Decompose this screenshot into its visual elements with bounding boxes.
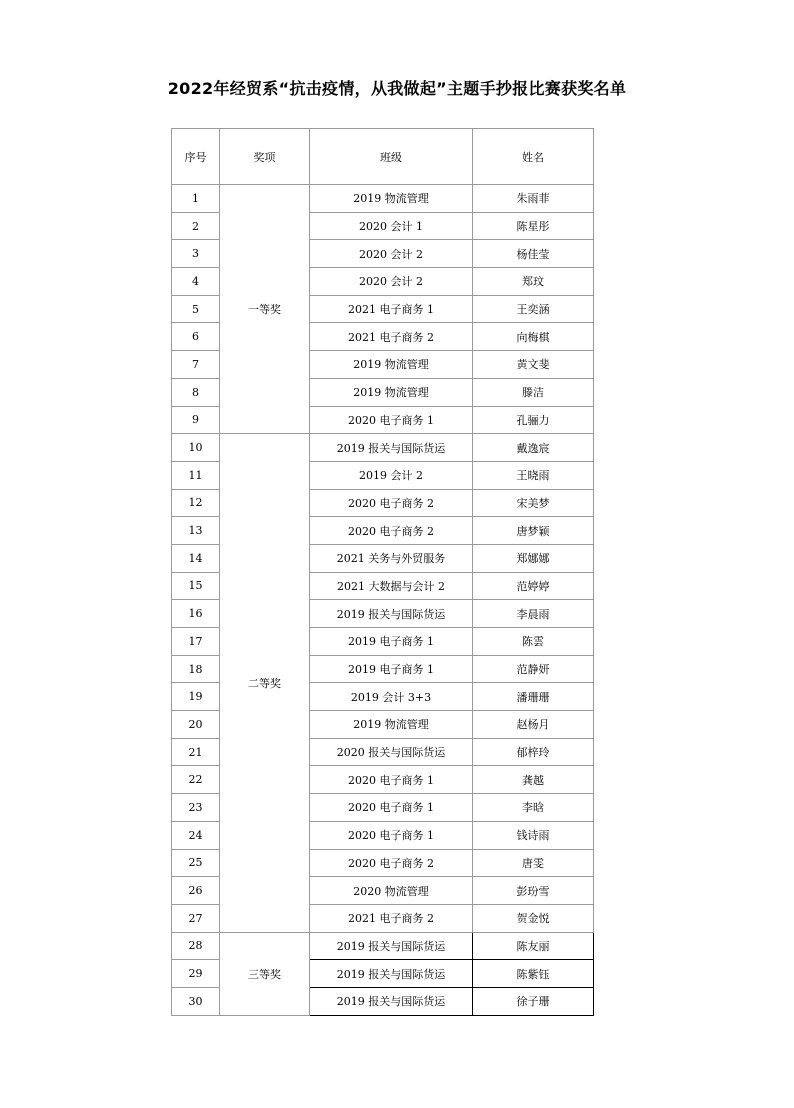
row-number: 8: [172, 378, 220, 406]
row-number: 21: [172, 738, 220, 766]
row-number: 9: [172, 406, 220, 434]
name-cell: 李晗: [473, 794, 594, 822]
row-number: 13: [172, 517, 220, 545]
row-number: 24: [172, 821, 220, 849]
class-cell: 2020 电子商务 2: [310, 849, 473, 877]
header-class: 班级: [310, 129, 473, 185]
name-cell: 滕洁: [473, 378, 594, 406]
name-cell: 宋美梦: [473, 489, 594, 517]
class-cell: 2020 电子商务 2: [310, 517, 473, 545]
award-table-body: [172, 185, 594, 1016]
class-cell: 2020 电子商务 1: [310, 406, 473, 434]
name-cell: 唐梦颖: [473, 517, 594, 545]
name-cell: 龚越: [473, 766, 594, 794]
name-cell: 钱诗雨: [473, 821, 594, 849]
class-cell: 2019 报关与国际货运: [310, 987, 473, 1015]
row-number: 10: [172, 434, 220, 462]
row-number: 12: [172, 489, 220, 517]
row-number: 22: [172, 766, 220, 794]
row-number: 19: [172, 683, 220, 711]
row-number: 17: [172, 628, 220, 656]
class-cell: 2019 报关与国际货运: [310, 434, 473, 462]
name-cell: 孔骊力: [473, 406, 594, 434]
name-cell: 徐子珊: [473, 987, 594, 1015]
name-cell: 陈星彤: [473, 212, 594, 240]
class-cell: 2019 报关与国际货运: [310, 932, 473, 960]
row-number: 2: [172, 212, 220, 240]
class-cell: 2020 电子商务 1: [310, 794, 473, 822]
row-number: 15: [172, 572, 220, 600]
class-cell: 2019 会计 3+3: [310, 683, 473, 711]
row-number: 5: [172, 295, 220, 323]
row-number: 4: [172, 268, 220, 296]
name-cell: 杨佳莹: [473, 240, 594, 268]
name-cell: 郑娜娜: [473, 544, 594, 572]
class-cell: 2019 报关与国际货运: [310, 600, 473, 628]
header-name: 姓名: [473, 129, 594, 185]
class-cell: 2020 电子商务 2: [310, 489, 473, 517]
class-cell: 2019 物流管理: [310, 351, 473, 379]
class-cell: 2020 物流管理: [310, 877, 473, 905]
row-number: 25: [172, 849, 220, 877]
name-cell: 范婷婷: [473, 572, 594, 600]
page-title: 2022年经贸系“抗击疫情，从我做起”主题手抄报比赛获奖名单: [167, 79, 627, 98]
name-cell: 向梅棋: [473, 323, 594, 351]
header-no: 序号: [172, 129, 220, 185]
row-number: 7: [172, 351, 220, 379]
class-cell: 2019 报关与国际货运: [310, 960, 473, 988]
name-cell: 王晓雨: [473, 461, 594, 489]
name-cell: 朱雨菲: [473, 185, 594, 213]
class-cell: 2020 会计 2: [310, 240, 473, 268]
class-cell: 2021 电子商务 1: [310, 295, 473, 323]
row-number: 3: [172, 240, 220, 268]
class-cell: 2019 会计 2: [310, 461, 473, 489]
class-cell: 2021 电子商务 2: [310, 904, 473, 932]
row-number: 29: [172, 960, 220, 988]
table-row: [172, 185, 594, 213]
class-cell: 2019 电子商务 1: [310, 655, 473, 683]
class-cell: 2020 会计 1: [310, 212, 473, 240]
prize-cell: 三等奖: [220, 932, 310, 1015]
class-cell: 2019 物流管理: [310, 711, 473, 739]
name-cell: 唐雯: [473, 849, 594, 877]
name-cell: 陈雲: [473, 628, 594, 656]
name-cell: 戴逸宸: [473, 434, 594, 462]
name-cell: 黄文斐: [473, 351, 594, 379]
class-cell: 2019 物流管理: [310, 185, 473, 213]
table-row: [172, 932, 594, 960]
class-cell: 2020 电子商务 1: [310, 821, 473, 849]
prize-cell: 一等奖: [220, 185, 310, 434]
name-cell: 范静妍: [473, 655, 594, 683]
row-number: 6: [172, 323, 220, 351]
row-number: 27: [172, 904, 220, 932]
row-number: 16: [172, 600, 220, 628]
class-cell: 2020 会计 2: [310, 268, 473, 296]
row-number: 14: [172, 544, 220, 572]
class-cell: 2020 电子商务 1: [310, 766, 473, 794]
name-cell: 彭玢雪: [473, 877, 594, 905]
row-number: 23: [172, 794, 220, 822]
class-cell: 2021 电子商务 2: [310, 323, 473, 351]
class-cell: 2019 电子商务 1: [310, 628, 473, 656]
name-cell: 潘珊珊: [473, 683, 594, 711]
prize-cell: 二等奖: [220, 434, 310, 932]
class-cell: 2021 关务与外贸服务: [310, 544, 473, 572]
row-number: 1: [172, 185, 220, 213]
class-cell: 2021 大数据与会计 2: [310, 572, 473, 600]
row-number: 18: [172, 655, 220, 683]
row-number: 11: [172, 461, 220, 489]
row-number: 26: [172, 877, 220, 905]
name-cell: 郑玟: [473, 268, 594, 296]
name-cell: 赵杨月: [473, 711, 594, 739]
class-cell: 2019 物流管理: [310, 378, 473, 406]
row-number: 30: [172, 987, 220, 1015]
name-cell: 李晨雨: [473, 600, 594, 628]
table-header-row: [172, 129, 594, 185]
class-cell: 2020 报关与国际货运: [310, 738, 473, 766]
header-prize: 奖项: [220, 129, 310, 185]
name-cell: 贺金悦: [473, 904, 594, 932]
name-cell: 陈紫钰: [473, 960, 594, 988]
row-number: 20: [172, 711, 220, 739]
table-row: [172, 434, 594, 462]
name-cell: 王奕涵: [473, 295, 594, 323]
row-number: 28: [172, 932, 220, 960]
name-cell: 陈友丽: [473, 932, 594, 960]
award-table: [171, 128, 594, 1016]
name-cell: 郁梓玲: [473, 738, 594, 766]
